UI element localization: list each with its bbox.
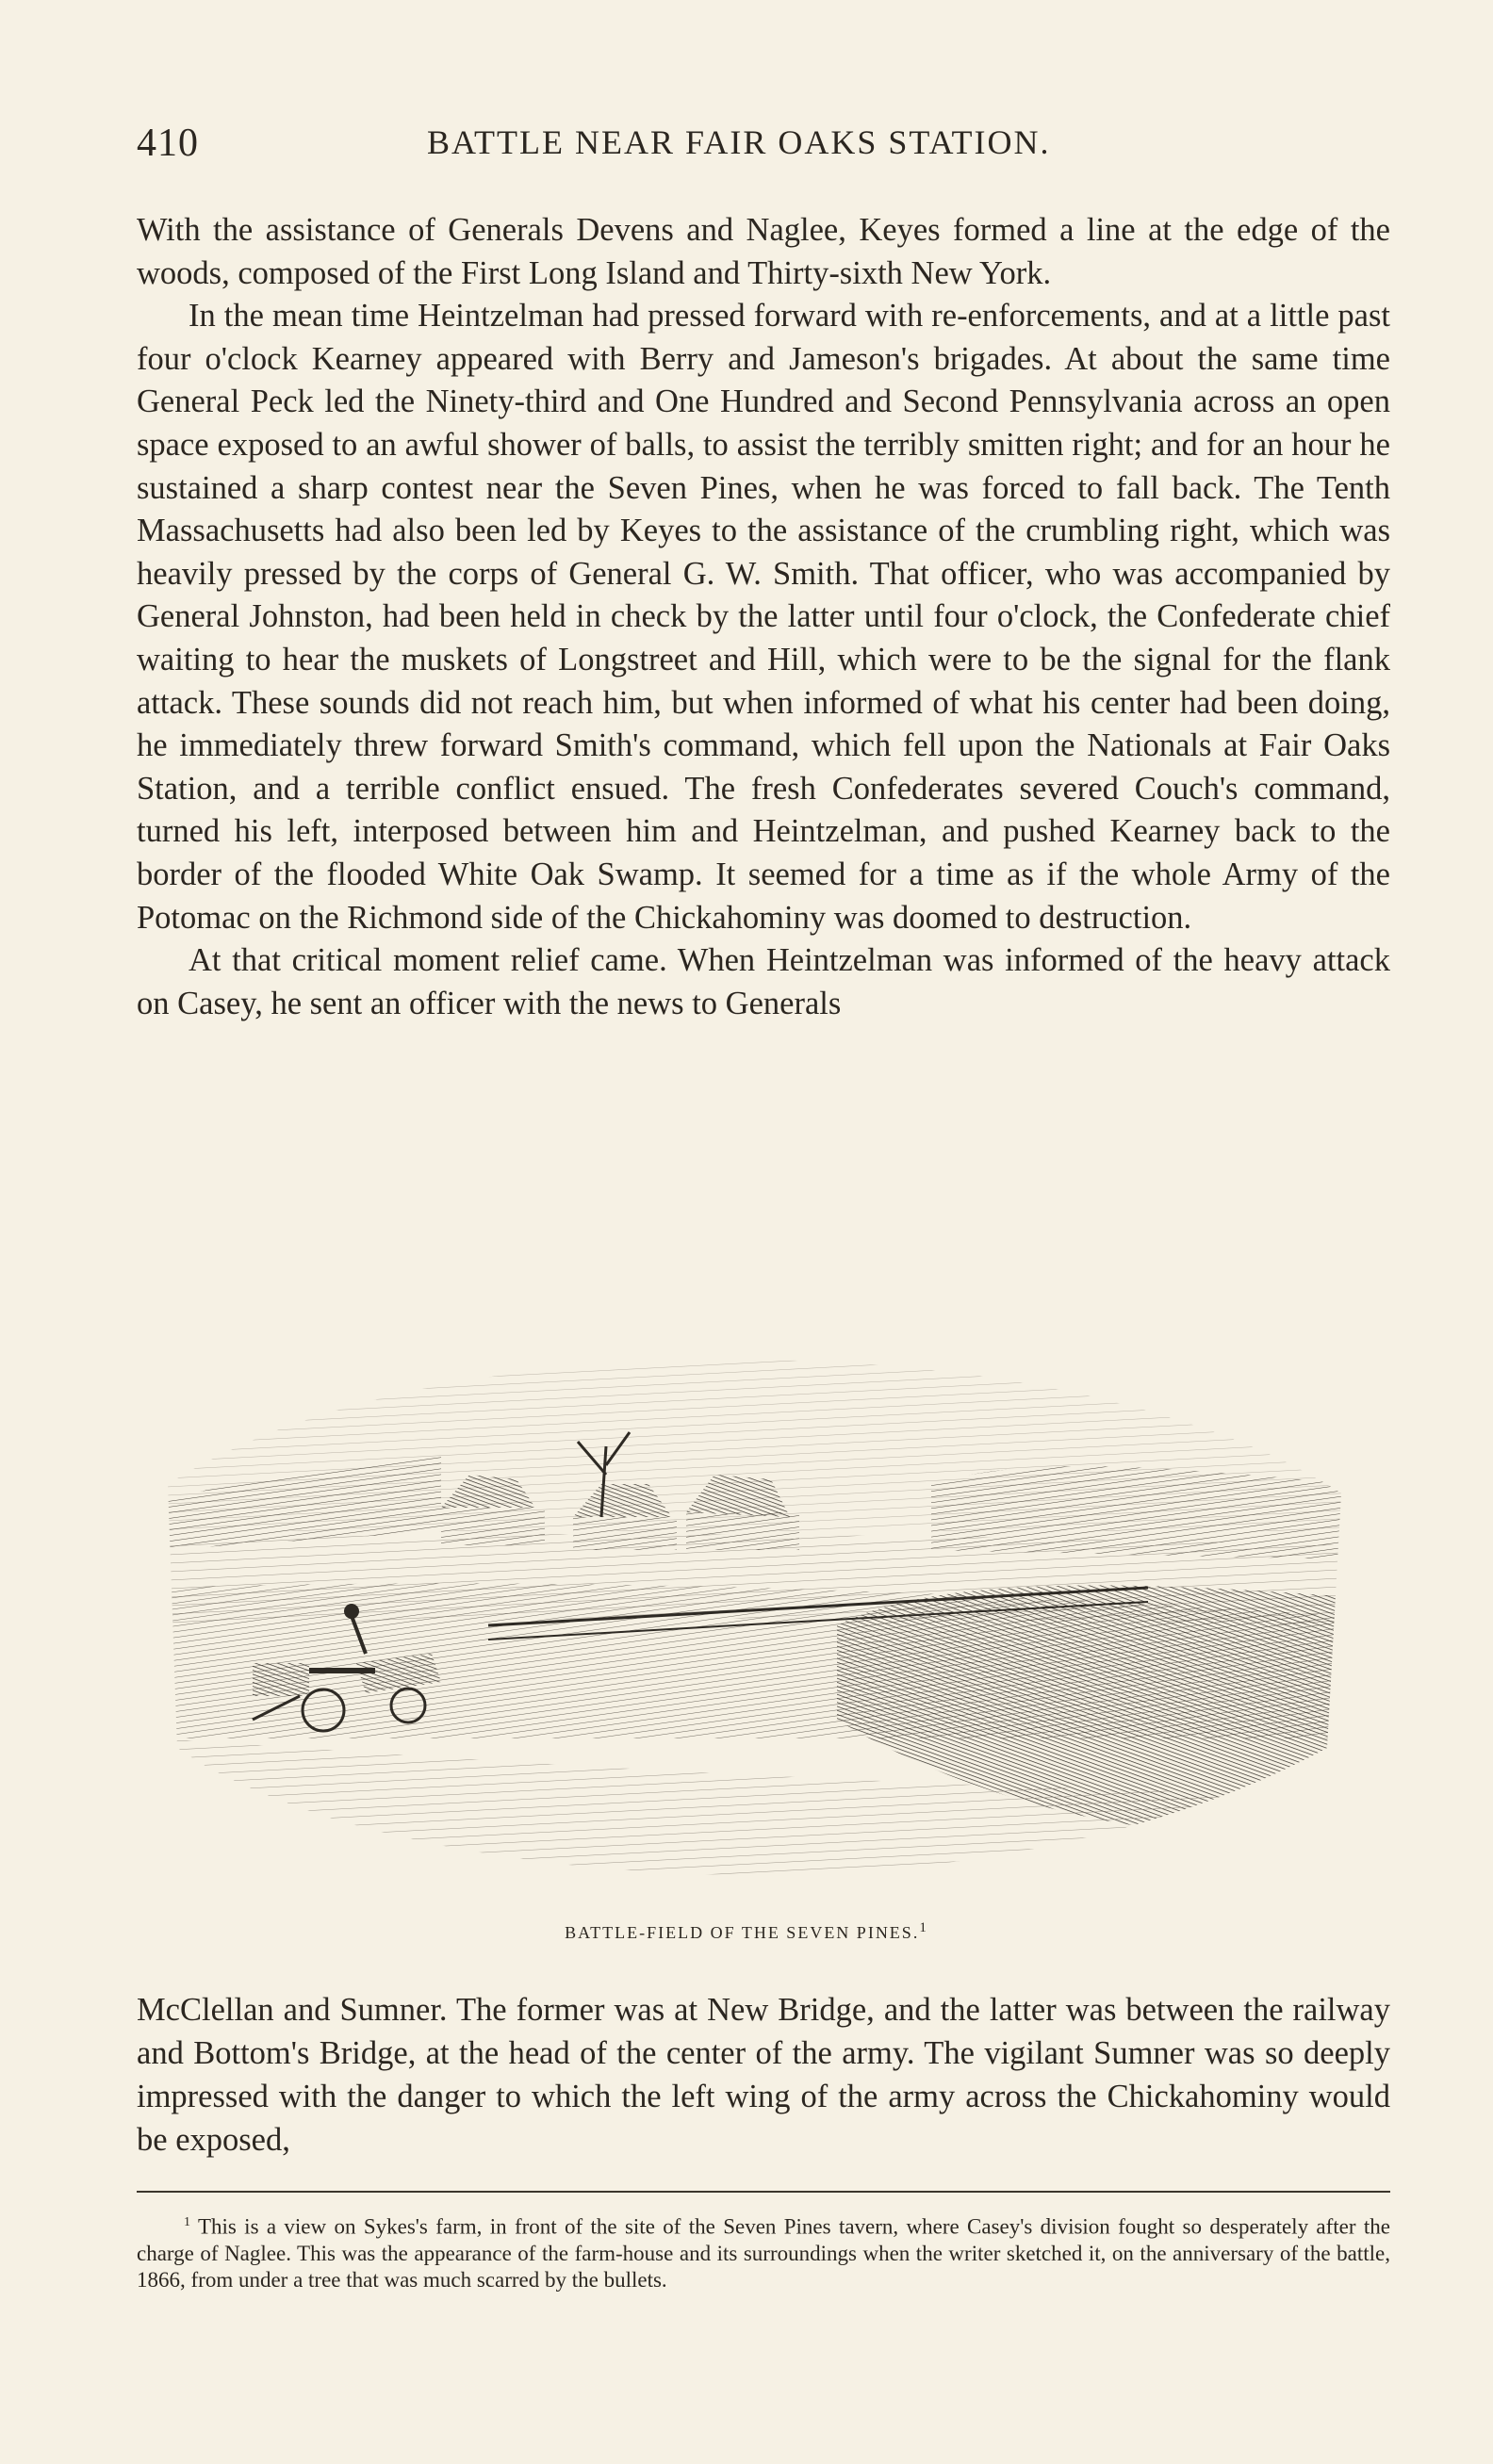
footnote-text: This is a view on Sykes's farm, in front of the site of the Seven Pines tavern, where Casey's division fought so desperately after the charge of Naglee. This was the appearance of the farm-house and its surroundings when the writer sketched it, on the anniversary of the battle, 1866, from under a tree that was much scarred by the bullets. <box>137 2214 1390 2292</box>
paragraph: McClellan and Sumner. The former was at New Bridge, and the latter was between the railway and Bottom's Bridge, at the head of the center of the army. The vigilant Sumner was so deeply impressed with the danger to which the left wing of the army across the Chickahominy would be exposed, <box>137 1992 1390 2158</box>
body-text <box>137 209 1390 1025</box>
running-head: BATTLE NEAR FAIR OAKS STATION. <box>427 123 1051 161</box>
paragraph: In the mean time Heintzelman had pressed forward with re-enforcements, and at a little past four o'clock Kearney appeared with Berry and Jameson's brigades. At about the same time General Peck led the Ninety-third and One Hundred and Second Pennsylvania across an open space exposed to an awful shower of balls, to assist the terribly smitten right; and for an hour he sustained a sharp contest near the Seven Pines, when he was forced to fall back. The Tenth Massachusetts had also been led by Keyes to the assistance of the crumbling right, which was heavily pressed by the corps of General G. W. Smith. That officer, who was accompanied by General Johnston, had been held in check by the latter until four o'clock, the Confederate chief waiting to hear the muskets of Longstreet and Hill, which were to be the signal for the flank attack. These sounds did not reach him, but when informed of what his center had been doing, he immediately threw forward Smith's command, which fell upon the Nationals at Fair Oaks Station, and a terrible conflict ensued. The fresh Confederates severed Couch's command, turned his left, interposed between him and Heintzelman, and pushed Kearney back to the border of the flooded White Oak Swamp. It seemed for a time as if the whole Army of the Potomac on the Richmond side of the Chickahominy was doomed to destruction. <box>137 298 1390 936</box>
caption-text: BATTLE-FIELD OF THE SEVEN PINES. <box>565 1923 920 1942</box>
footnote-rule <box>137 2191 1390 2193</box>
caption-footnote-marker: 1 <box>919 1920 928 1935</box>
paragraph: At that critical moment relief came. When Heintzelman was informed of the heavy attack on Casey, he sent an officer with the news to Generals <box>137 942 1390 1021</box>
footnote <box>137 2210 1390 2293</box>
page-number: 410 <box>137 122 199 165</box>
farm-landscape-engraving <box>158 1343 1351 1889</box>
paragraph: With the assistance of Generals Devens and Naglee, Keyes formed a line at the edge of the woods, composed of the First Long Island and Thirty-sixth New York. <box>137 212 1390 291</box>
footnote-marker: 1 <box>184 2215 190 2229</box>
engraving-illustration <box>158 1343 1351 1889</box>
figure-caption <box>0 1920 1493 1943</box>
page-header <box>137 121 1390 168</box>
body-text-continued <box>137 1988 1390 2162</box>
